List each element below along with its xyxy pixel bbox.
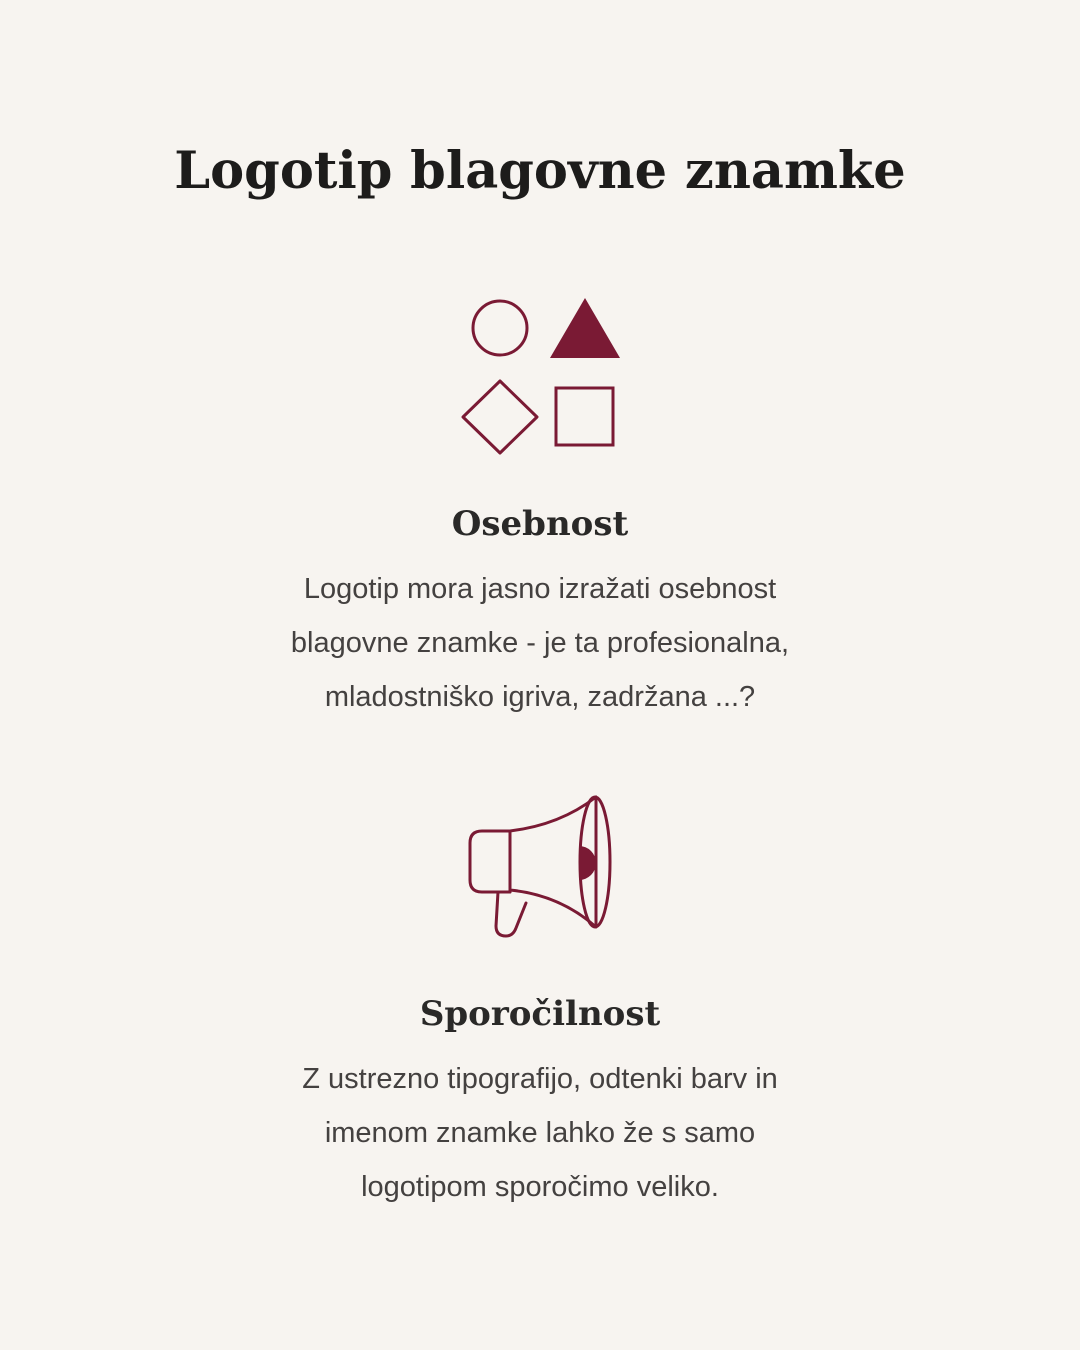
page-title: Logotip blagovne znamke xyxy=(174,141,906,201)
section-heading-sporocilnost: Sporočilnost xyxy=(419,994,661,1034)
diamond-shape xyxy=(463,381,537,453)
body-line: Logotip mora jasno izražati osebnost xyxy=(303,573,777,605)
section-heading-osebnost: Osebnost xyxy=(451,504,629,544)
square-shape xyxy=(556,388,613,445)
body-line: imenom znamke lahko že s samo xyxy=(324,1117,756,1149)
shapes-icon xyxy=(440,280,640,470)
circle-shape xyxy=(473,301,527,355)
body-line: mladostniško igriva, zadržana ...? xyxy=(324,681,756,713)
body-line: Z ustrezno tipografijo, odtenki barv in xyxy=(302,1063,778,1095)
megaphone-icon xyxy=(440,780,640,950)
body-line: logotipom sporočimo veliko. xyxy=(361,1171,719,1203)
section-body-osebnost xyxy=(200,562,880,724)
body-line: blagovne znamke - je ta profesionalna, xyxy=(290,627,790,659)
triangle-shape xyxy=(550,298,620,358)
section-body-sporocilnost xyxy=(200,1052,880,1214)
